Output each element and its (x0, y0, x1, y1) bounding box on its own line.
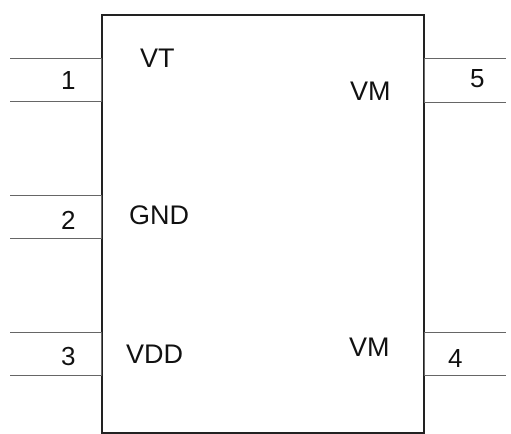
pin-2-lead-top (10, 195, 102, 196)
pin-4-lead-cap (424, 332, 425, 375)
pin-2-lead-bottom (10, 238, 102, 239)
pin-1-number: 1 (61, 65, 76, 95)
pin-4-number: 4 (448, 343, 463, 373)
pin-5-label: VM (350, 76, 391, 106)
pin-3-lead-top (10, 332, 102, 333)
pin-1-label: VT (140, 43, 175, 73)
pin-5-number: 5 (470, 63, 485, 93)
pin-4-label: VM (349, 332, 390, 362)
pin-4-lead-top (424, 332, 506, 333)
pin-2-number: 2 (61, 205, 76, 235)
pin-5-lead-cap (424, 58, 425, 102)
pin-5-lead-top (424, 58, 506, 59)
pin-1-lead-top (10, 58, 102, 59)
pin-1-lead-bottom (10, 101, 102, 102)
pin-4-lead-bottom (424, 375, 506, 376)
pin-3-label: VDD (126, 339, 184, 369)
pin-3-lead-cap (101, 332, 102, 375)
pin-3-number: 3 (61, 341, 76, 371)
pin-2-lead-cap (101, 195, 102, 238)
pin-5-lead-bottom (424, 102, 506, 103)
pin-1-lead-cap (101, 58, 102, 101)
pin-3-lead-bottom (10, 375, 102, 376)
pin-2-label: GND (129, 200, 189, 230)
